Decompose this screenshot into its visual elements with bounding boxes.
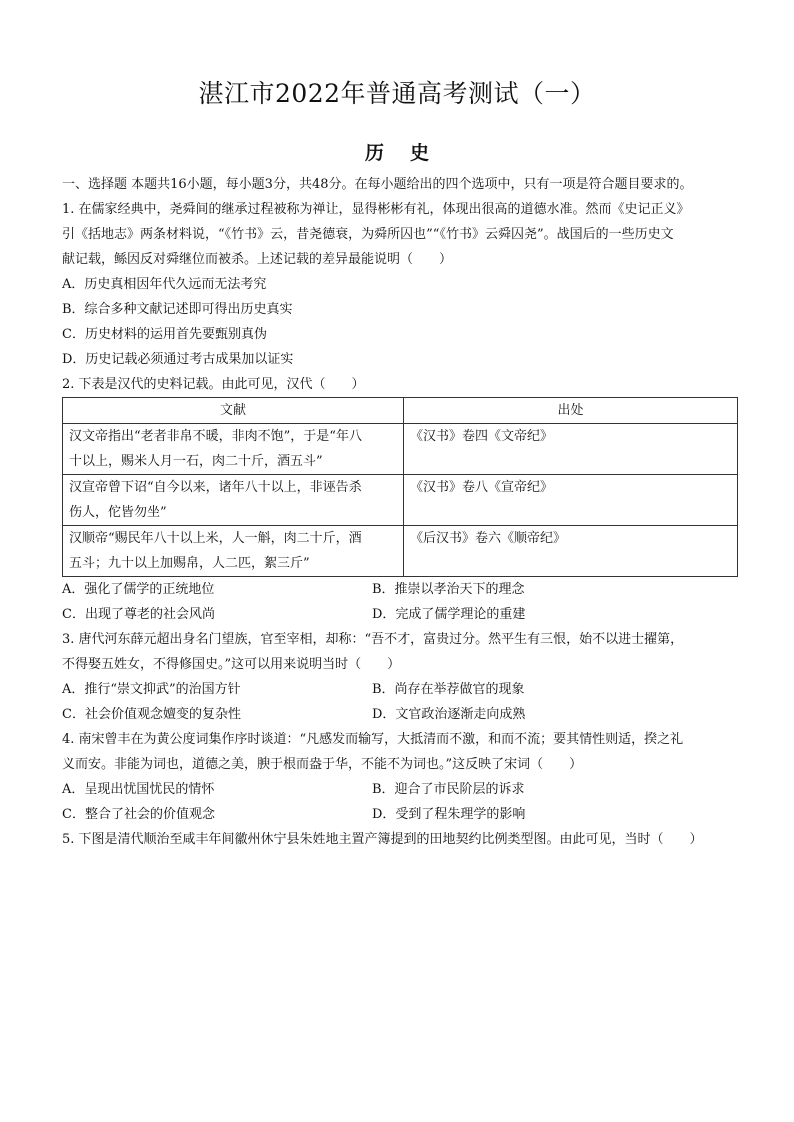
question-stem-line: 1. 在儒家经典中，尧舜间的继承过程被称为禅让，显得彬彬有礼，体现出很高的道德水准。然而《史记正义》	[62, 202, 690, 217]
question-stem-line: 2. 下表是汉代的史料记载。由此可见，汉代（ ）	[62, 377, 365, 392]
table-header: 文献	[63, 398, 404, 424]
option-c: C．整合了社会的价值观念	[62, 807, 215, 822]
option-b: B．尚存在举荐做官的现象	[372, 682, 525, 697]
table-cell-document	[63, 475, 404, 526]
option-b: B．迎合了市民阶层的诉求	[372, 782, 525, 797]
option-row	[62, 777, 740, 802]
cell-line: 五斗；九十以上加赐帛，人二匹，絮三斤”	[69, 556, 310, 571]
cell-line: 伤人，佗皆勿坐”	[69, 505, 167, 520]
table-row	[63, 526, 738, 577]
question-stem-line: 3. 唐代河东薛元超出身名门望族，官至宰相，却称：“吾不才，富贵过分。然平生有三恨，始不以进士擢第，	[62, 632, 684, 647]
option-a: A．推行“崇文抑武”的治国方针	[62, 682, 241, 697]
option-d: D．历史记载必须通过考古成果加以证实	[62, 352, 294, 367]
question-stem-line: 献记载，鲧因反对舜继位而被杀。上述记载的差异最能说明（ ）	[62, 252, 453, 267]
question-2	[62, 372, 740, 627]
option-b: B．综合多种文献记述即可得出历史真实	[62, 302, 293, 317]
option-c: C．出现了尊老的社会风尚	[62, 607, 215, 622]
subject-heading: 历史	[364, 142, 455, 164]
table-cell-source: 《后汉书》卷六《顺帝纪》	[404, 526, 738, 577]
table-row	[63, 424, 738, 475]
option-row	[62, 802, 740, 827]
table-cell-source: 《汉书》卷四《文帝纪》	[404, 424, 738, 475]
table-header-row	[63, 398, 738, 424]
exam-title: 湛江市2022年普通高考测试（一）	[198, 79, 596, 108]
source-table	[62, 397, 738, 577]
table-cell-source: 《汉书》卷八《宣帝纪》	[404, 475, 738, 526]
option-row	[62, 702, 740, 727]
option-b: B．推崇以孝治天下的理念	[372, 582, 525, 597]
option-a: A．呈现出忧国忧民的情怀	[62, 782, 215, 797]
cell-line: 汉宣帝曾下诏“自今以来，诸年八十以上，非诬告杀	[69, 480, 362, 495]
option-a: A．强化了儒学的正统地位	[62, 582, 215, 597]
table-cell-document	[63, 526, 404, 577]
cell-line: 汉顺帝“赐民年八十以上米，人一斛，肉二十斤，酒	[69, 531, 362, 546]
section-intro: 一、选择题 本题共16小题，每小题3分，共48分。在每小题给出的四个选项中，只有一项是符合题目要求的。	[62, 177, 693, 192]
table-row	[63, 475, 738, 526]
question-stem-line: 引《括地志》两条材料说，“《竹书》云，昔尧德衰，为舜所囚也”“《竹书》云舜囚尧”。战国后的一些历史文	[62, 227, 674, 242]
option-d: D．完成了儒学理论的重建	[372, 607, 526, 622]
question-3	[62, 627, 740, 727]
option-d: D．受到了程朱理学的影响	[372, 807, 526, 822]
question-1	[62, 197, 740, 372]
option-row	[62, 577, 740, 602]
question-stem-line: 不得娶五姓女，不得修国史。”这可以用来说明当时（ ）	[62, 657, 401, 672]
cell-line: 汉文帝指出“老者非帛不暖，非肉不饱”，于是“年八	[69, 429, 362, 444]
question-stem-line: 5. 下图是清代顺治至咸丰年间徽州休宁县朱姓地主置产簿提到的田地契约比例类型图。由此可见，当时（ ）	[62, 832, 703, 847]
cell-line: 十以上，赐米人月一石，肉二十斤，酒五斗”	[69, 454, 323, 469]
table-header: 出处	[404, 398, 738, 424]
question-5	[62, 827, 740, 852]
option-d: D．文官政治逐渐走向成熟	[372, 707, 526, 722]
question-stem-line: 义而安。非能为词也，道德之美，腴于根而盎于华，不能不为词也。”这反映了宋词（ ）	[62, 757, 583, 772]
table-cell-document	[63, 424, 404, 475]
option-a: A．历史真相因年代久远而无法考究	[62, 277, 267, 292]
question-4	[62, 727, 740, 827]
option-row	[62, 602, 740, 627]
option-c: C．社会价值观念嬗变的复杂性	[62, 707, 241, 722]
exam-content	[62, 172, 740, 852]
question-stem-line: 4. 南宋曾丰在为黄公度词集作序时谈道：“凡感发而输写，大抵清而不激，和而不流；要其情性则适，揆之礼	[62, 732, 684, 747]
option-c: C．历史材料的运用首先要甄别真伪	[62, 327, 267, 342]
option-row	[62, 677, 740, 702]
